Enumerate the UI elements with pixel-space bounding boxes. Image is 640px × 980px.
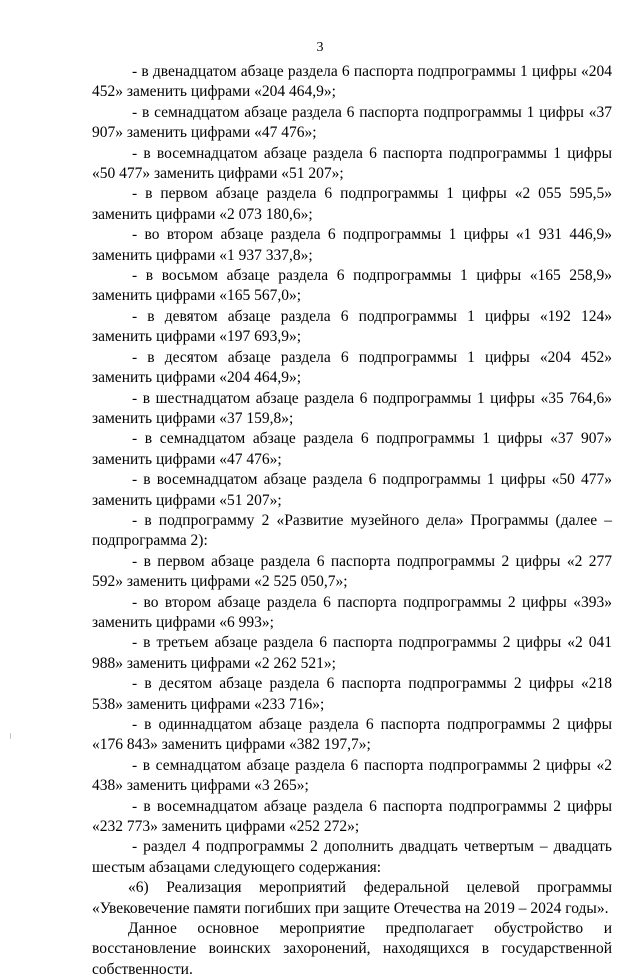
paragraph-14: - во втором абзаце раздела 6 паспорта подпрограммы 2 цифры «393» заменить цифрами «6 993»;: [92, 593, 612, 631]
paragraph-20: - раздел 4 подпрограммы 2 дополнить двадцать четвертым – двадцать шестым абзацами следующего содержания:: [92, 838, 612, 876]
paragraph-19: - в восемнадцатом абзаце раздела 6 паспорта подпрограммы 2 цифры «232 773» заменить цифрами «252 272»;: [92, 797, 612, 836]
paragraph-5: - во втором абзаце раздела 6 подпрограммы 1 цифры «1 931 446,9» заменить цифрами «1 937 337,8»;: [92, 226, 612, 264]
paragraph-11: - в восемнадцатом абзаце раздела 6 подпрограммы 1 цифры «50 477» заменить цифрами «51 207»;: [92, 471, 612, 509]
paragraph-9: - в шестнадцатом абзаце раздела 6 подпрограммы 1 цифры «35 764,6» заменить цифрами «37 159,8»;: [92, 389, 612, 427]
page-number: 3: [316, 40, 324, 55]
paragraph-4: - в первом абзаце раздела 6 подпрограммы 1 цифры «2 055 595,5» заменить цифрами «2 073 180,6»;: [92, 185, 612, 223]
paragraph-1: - в двенадцатом абзаце раздела 6 паспорта подпрограммы 1 цифры «204 452» заменить цифрами «204 464,9»;: [92, 63, 612, 101]
paragraph-12: - в подпрограмму 2 «Развитие музейного дела» Программы (далее – подпрограмма 2):: [92, 511, 612, 550]
paragraph-16: - в десятом абзаце раздела 6 паспорта подпрограммы 2 цифры «218 538» заменить цифрами «233 716»;: [92, 675, 612, 713]
document-body: [92, 62, 612, 980]
paragraph-17: - в одиннадцатом абзаце раздела 6 паспорта подпрограммы 2 цифры «176 843» заменить цифрами «382 197,7»;: [92, 716, 612, 754]
paragraph-15: - в третьем абзаце раздела 6 паспорта подпрограммы 2 цифры «2 041 988» заменить цифрами «2 262 521»;: [92, 634, 612, 672]
paragraph-21: «6) Реализация мероприятий федеральной целевой программы «Увековечение памяти погибших при защите Отечества на 2019 – 2024 годы».: [92, 879, 612, 917]
paragraph-3: - в восемнадцатом абзаце раздела 6 паспорта подпрограммы 1 цифры «50 477» заменить цифрами «51 207»;: [92, 144, 612, 183]
paragraph-10: - в семнадцатом абзаце раздела 6 подпрограммы 1 цифры «37 907» заменить цифрами «47 476»;: [92, 430, 612, 468]
paragraph-13: - в первом абзаце раздела 6 паспорта подпрограммы 2 цифры «2 277 592» заменить цифрами «2 525 050,7»;: [92, 552, 612, 591]
paragraph-18: - в семнадцатом абзаце раздела 6 паспорта подпрограммы 2 цифры «2 438» заменить цифрами «3 265»;: [92, 756, 612, 795]
paragraph-8: - в десятом абзаце раздела 6 подпрограммы 1 цифры «204 452» заменить цифрами «204 464,9»;: [92, 348, 612, 387]
paragraph-6: - в восьмом абзаце раздела 6 подпрограммы 1 цифры «165 258,9» заменить цифрами «165 567,0»;: [92, 267, 612, 305]
paragraph-2: - в семнадцатом абзаце раздела 6 паспорта подпрограммы 1 цифры «37 907» заменить цифрами «47 476»;: [92, 103, 612, 142]
scan-margin-mark: [10, 733, 11, 739]
paragraph-7: - в девятом абзаце раздела 6 подпрограммы 1 цифры «192 124» заменить цифрами «197 693,9»;: [92, 307, 612, 346]
paragraph-22: Данное основное мероприятие предполагает обустройство и восстановление воинских захоронений, находящихся в государственной собственности.: [92, 920, 612, 978]
